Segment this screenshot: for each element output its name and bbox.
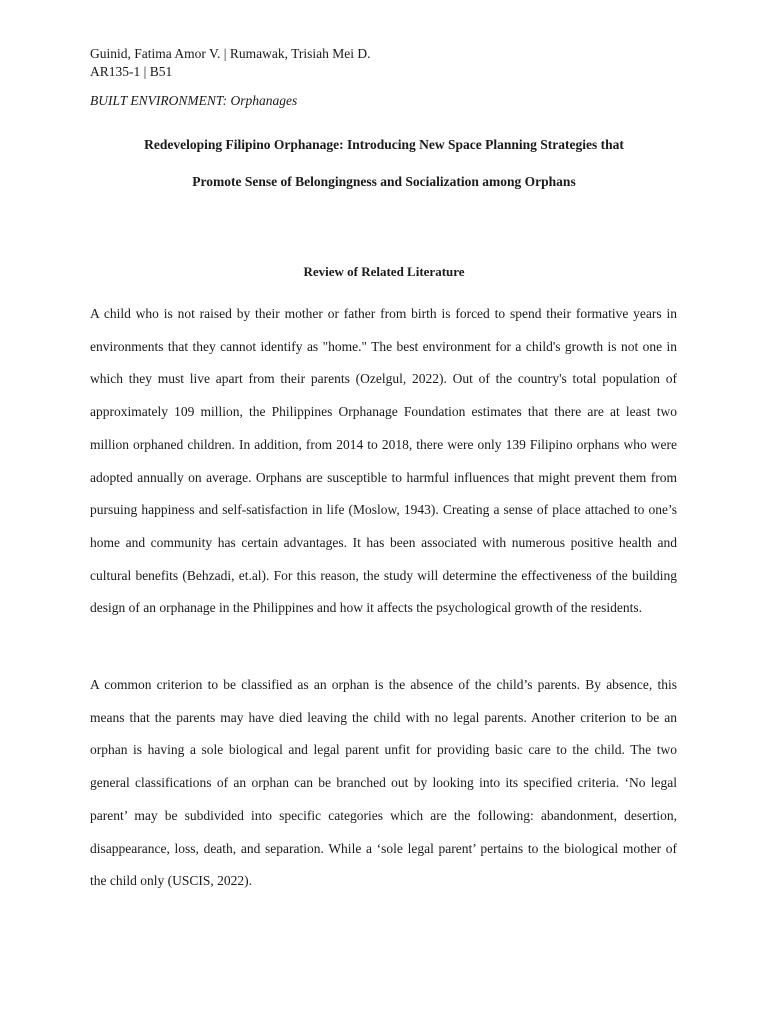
- body-paragraph-1: A child who is not raised by their mother or father from birth is forced to spend their formative years in environments that they cannot identify as "home." The best environment for a child's growth is not one in which they must live apart from their parents (Ozelgul, 2022). Out of the country's total population of approximately 109 million, the Philippines Orphanage Foundation estimates that there are at least two million orphaned children. In addition, from 2014 to 2018, there were only 139 Filipino orphans who were adopted annually on average. Orphans are susceptible to harmful influences that might prevent them from pursuing happiness and self-satisfaction in life (Moslow, 1943). Creating a sense of place attached to one’s home and community has certain advantages. It has been associated with numerous positive health and cultural benefits (Behzadi, et.al). For this reason, the study will determine the effectiveness of the building design of an orphanage in the Philippines and how it affects the psychological growth of the residents.: [90, 306, 677, 616]
- body-paragraph-2: A common criterion to be classified as an orphan is the absence of the child’s parents. By absence, this means that the parents may have died leaving the child with no legal parents. Another criterion to be an orphan is having a sole biological and legal parent unfit for providing basic care to the child. The two general classifications of an orphan can be branched out by looking into its specified criteria. ‘No legal parent’ may be subdivided into specific categories which are the following: abandonment, desertion, disappearance, loss, death, and separation. While a ‘sole legal parent’ pertains to the biological mother of the child only (USCIS, 2022).: [90, 677, 677, 889]
- topic-label: BUILT ENVIRONMENT: Orphanages: [90, 93, 298, 108]
- author-names: Guinid, Fatima Amor V. | Rumawak, Trisiah Mei D.: [90, 46, 371, 61]
- paper-title-line-2: Promote Sense of Belongingness and Socialization among Orphans: [192, 174, 576, 189]
- paper-title-line-1: Redeveloping Filipino Orphanage: Introducing New Space Planning Strategies that: [144, 137, 624, 152]
- course-section: AR135-1 | B51: [90, 64, 173, 79]
- section-heading: Review of Related Literature: [303, 264, 465, 279]
